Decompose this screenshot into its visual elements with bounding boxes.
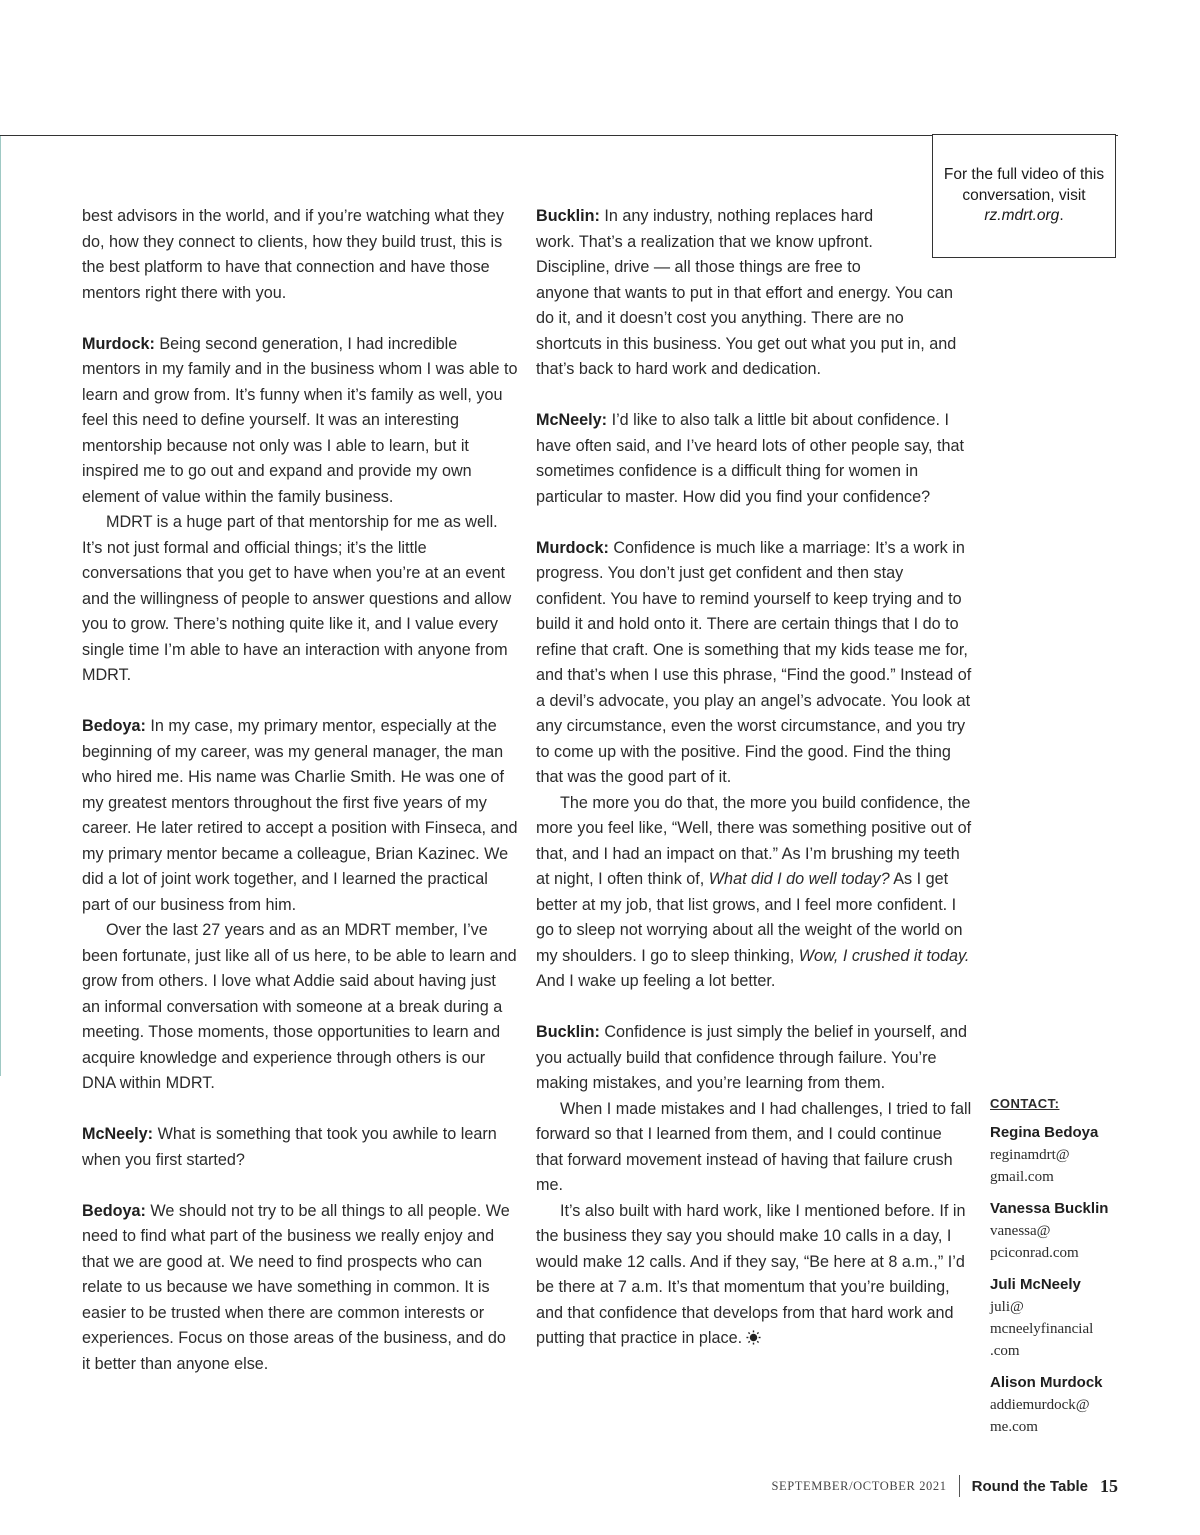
callout-url[interactable]: rz.mdrt.org bbox=[984, 207, 1060, 225]
issue-date: SEPTEMBER/OCTOBER 2021 bbox=[771, 1478, 947, 1493]
paragraph: Bucklin: In any industry, nothing replaces hard work. That’s a realization that we know upfront. Discipline, drive — all those things are free to anyone that wants to put in that effort and energy. You can do it, and it doesn’t cost you anything. There are no shortcuts in this business. You get out what you put in, and that’s back to hard work and dedication. bbox=[536, 207, 957, 378]
paragraph: Bucklin: Confidence is just simply the belief in yourself, and you actually build that confidence through failure. You’re making mistakes, and you’re learning from them. bbox=[536, 1023, 967, 1092]
contact-name: Vanessa Bucklin bbox=[990, 1200, 1109, 1217]
paragraph: When I made mistakes and I had challenges, I tried to fall forward so that I learned from them, and I could continue that forward movement instead of having that failure crush me. bbox=[536, 1099, 972, 1194]
footer-divider bbox=[959, 1475, 960, 1497]
video-callout-box: For the full video of this conversation, visit rz.mdrt.org. bbox=[932, 134, 1116, 258]
paragraph: Murdock: Being second generation, I had incredible mentors in my family and in the business whom I was able to learn and grow from. It’s funny when it’s family as well, you feel this need to define yourself. It was an interesting mentorship because not only was I able to learn, but it inspired me to go out and expand and provide my own element of value within the family business. bbox=[82, 334, 518, 506]
contact-item bbox=[990, 1198, 1130, 1264]
article-column-left bbox=[82, 204, 518, 1377]
callout-wrap-space bbox=[898, 204, 972, 280]
speaker-name: Bedoya: bbox=[82, 1201, 146, 1220]
paragraph: Bedoya: In my case, my primary mentor, especially at the beginning of my career, was my general manager, the man who hired me. His name was Charlie Smith. He was one of my greatest mentors throughout the first five years of my career. He later retired to accept a position with Finseca, and my primary mentor became a colleague, Brian Kazinec. We did a lot of joint work together, and I learned the practical part of our business from him. bbox=[82, 717, 518, 914]
paragraph: Bedoya: We should not try to be all things to all people. We need to find what part of the business we really enjoy and that we are good at. We need to find prospects who can relate to us because we have something in common. It is easier to be trusted when there are common interests or experiences. Focus on those areas of the business, and do it better than anyone else. bbox=[82, 1201, 510, 1373]
contact-email[interactable]: reginamdrt@ gmail.com bbox=[990, 1147, 1070, 1185]
contact-email[interactable]: juli@ mcneelyfinancial .com bbox=[990, 1299, 1094, 1359]
speaker-name: Murdock: bbox=[82, 334, 155, 353]
speaker-name: Bedoya: bbox=[82, 717, 146, 735]
paragraph: It’s also built with hard work, like I mentioned before. If in the business they say you should make 10 calls in a day, I would make 12 calls. And if they say, “Be here at 8 a.m.,” I’d be there at 7 a.m. It’s that momentum that you’re building, and that confidence that develops from that hard work and putting that practice in place. bbox=[536, 1201, 966, 1347]
paragraph: The more you do that, the more you build confidence, the more you feel like, “Well, there was something positive out of that, and I had an impact on that.” As I’m brushing my teeth at night, I often think of, What did I do well today? As I get better at my job, that list grows, and I feel more confident. I go to sleep not worrying about all the weight of the world on my shoulders. I go to sleep thinking, Wow, I crushed it today. And I wake up feeling a lot better. bbox=[536, 793, 972, 990]
paragraph: MDRT is a huge part of that mentorship for me as well. It’s not just formal and official things; it’s the little conversations that you get to have when you’re at an event and the willingness of people to answer questions and allow you to grow. There’s nothing quite like it, and I value every single time I’m able to have an interaction with anyone from MDRT. bbox=[82, 513, 512, 684]
article-column-right bbox=[536, 204, 972, 1352]
contact-email[interactable]: addiemurdock@ me.com bbox=[990, 1397, 1090, 1435]
paragraph: Murdock: Confidence is much like a marriage: It’s a work in progress. You don’t just get confident and then stay confident. You have to remind yourself to keep trying and to build it and hold onto it. There are certain things that I do to refine that craft. One is something that my kids tease me for, and that’s when I use this phrase, “Find the good.” Instead of a devil’s advocate, you play an angel’s advocate. You look at any circumstance, even the worst circumstance, and you try to come up with the positive. Find the good. Find the thing that was the good part of it. bbox=[536, 538, 972, 786]
page-number: 15 bbox=[1100, 1475, 1118, 1496]
page-footer bbox=[771, 1474, 1118, 1498]
speaker-name: Bucklin: bbox=[536, 207, 600, 225]
contact-item bbox=[990, 1122, 1130, 1188]
paragraph: McNeely: I’d like to also talk a little bit about confidence. I have often said, and I’ve heard lots of other people say, that sometimes confidence is a difficult thing for women in particular to master. How did you find your confidence? bbox=[536, 411, 965, 506]
contact-sidebar bbox=[990, 1096, 1130, 1448]
contact-name: Juli McNeely bbox=[990, 1276, 1081, 1293]
speaker-name: Murdock: bbox=[536, 538, 609, 557]
contact-email[interactable]: vanessa@ pciconrad.com bbox=[990, 1223, 1079, 1261]
contact-name: Alison Murdock bbox=[990, 1374, 1103, 1391]
paragraph: McNeely: What is something that took you awhile to learn when you first started? bbox=[82, 1125, 497, 1169]
paragraph: Over the last 27 years and as an MDRT member, I’ve been fortunate, just like all of us here, to be able to learn and grow from others. I love what Addie said about having just an informal conversation with someone at a break during a meeting. Those moments, those opportunities to learn and acquire knowledge and experience through others is our DNA within MDRT. bbox=[82, 921, 517, 1092]
contact-name: Regina Bedoya bbox=[990, 1124, 1099, 1141]
contact-item bbox=[990, 1372, 1130, 1438]
speaker-name: McNeely: bbox=[82, 1125, 154, 1143]
left-accent-line bbox=[0, 136, 1, 1076]
contact-heading: CONTACT: bbox=[990, 1096, 1060, 1111]
contact-item bbox=[990, 1274, 1130, 1362]
speaker-name: Bucklin: bbox=[536, 1023, 600, 1041]
callout-text: For the full video of this conversation, visit bbox=[943, 166, 1105, 204]
magazine-title: Round the Table bbox=[971, 1477, 1088, 1495]
speaker-name: McNeely: bbox=[536, 411, 608, 429]
paragraph: best advisors in the world, and if you’re watching what they do, how they connect to clients, how they build trust, this is the best platform to have that connection and have those mentors right there with you. bbox=[82, 207, 504, 302]
sun-icon bbox=[746, 1330, 761, 1345]
